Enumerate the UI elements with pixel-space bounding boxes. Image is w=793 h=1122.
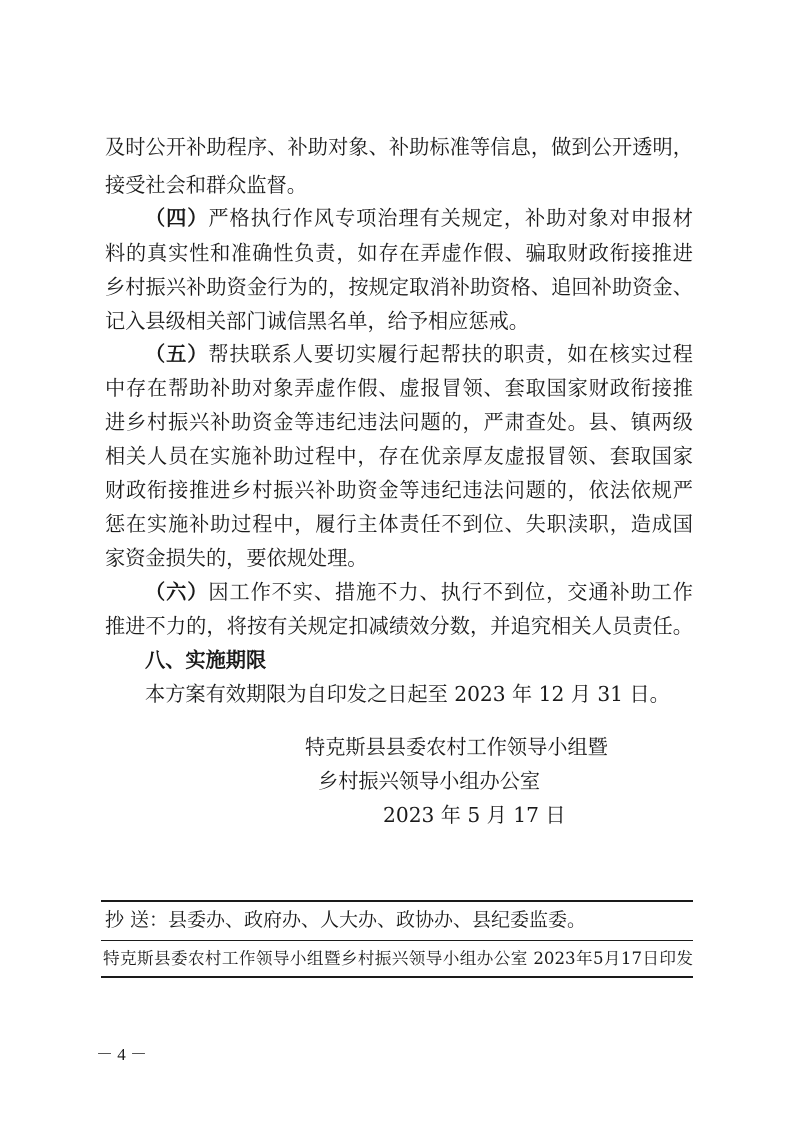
paragraph-6-label: （六） xyxy=(145,580,209,604)
cc-line: 抄 送：县委办、政府办、人大办、政协办、县纪委监委。 xyxy=(105,909,587,931)
paragraph-5-first-line xyxy=(145,335,693,373)
paragraph-4-label: （四） xyxy=(145,206,209,230)
body-text: 帮扶联系人要切实履行起帮扶的职责，如在核实过程 xyxy=(208,342,693,366)
body-line: 记入县级相关部门诚信黑名单，给予相应惩戒。 xyxy=(105,309,529,333)
signature-org-line2: 乡村振兴领导小组办公室 xyxy=(318,769,541,793)
signature-date: 2023 年 5 月 17 日 xyxy=(383,803,566,827)
divider-bottom xyxy=(101,976,693,978)
body-text: 严格执行作风专项治理有关规定，补助对象对申报材 xyxy=(208,206,693,230)
body-line: 推进不力的，将按有关规定扣减绩效分数，并追究相关人员责任。 xyxy=(105,614,693,638)
paragraph-4-first-line xyxy=(145,199,693,237)
signature-org-line1: 特克斯县县委农村工作领导小组暨 xyxy=(305,735,608,759)
divider-top xyxy=(101,900,693,902)
section-heading: 八、实施期限 xyxy=(145,648,267,672)
paragraph-5-label: （五） xyxy=(145,342,209,366)
divider-middle xyxy=(101,940,693,941)
body-line: 中存在帮助补助对象弄虚作假、虚报冒领、套取国家财政衔接推 xyxy=(105,376,693,400)
body-line: 本方案有效期限为自印发之日起至 2023 年 12 月 31 日。 xyxy=(145,682,670,706)
body-line: 料的真实性和准确性负责，如存在弄虚作假、骗取财政衔接推进 xyxy=(105,241,693,265)
body-text: 因工作不实、措施不力、执行不到位，交通补助工作 xyxy=(208,580,693,604)
body-line: 接受社会和群众监督。 xyxy=(105,173,307,197)
body-line: 乡村振兴补助资金行为的，按规定取消补助资格、追回补助资金、 xyxy=(105,275,693,299)
page-number: － 4 － xyxy=(96,1045,147,1064)
body-line: 相关人员在实施补助过程中，存在优亲厚友虚报冒领、套取国家 xyxy=(105,444,693,468)
body-line: 进乡村振兴补助资金等违纪违法问题的，严肃查处。县、镇两级 xyxy=(105,410,693,434)
printed-by-line: 特克斯县委农村工作领导小组暨乡村振兴领导小组办公室 2023年5月17日印发 xyxy=(103,949,693,968)
body-line: 家资金损失的，要依规处理。 xyxy=(105,546,368,570)
paragraph-6-first-line xyxy=(145,573,693,611)
body-line: 财政衔接推进乡村振兴补助资金等违纪违法问题的，依法依规严 xyxy=(105,478,693,502)
body-line: 惩在实施补助过程中，履行主体责任不到位、失职渎职，造成国 xyxy=(105,512,693,536)
body-line: 及时公开补助程序、补助对象、补助标准等信息，做到公开透明， xyxy=(105,135,693,159)
